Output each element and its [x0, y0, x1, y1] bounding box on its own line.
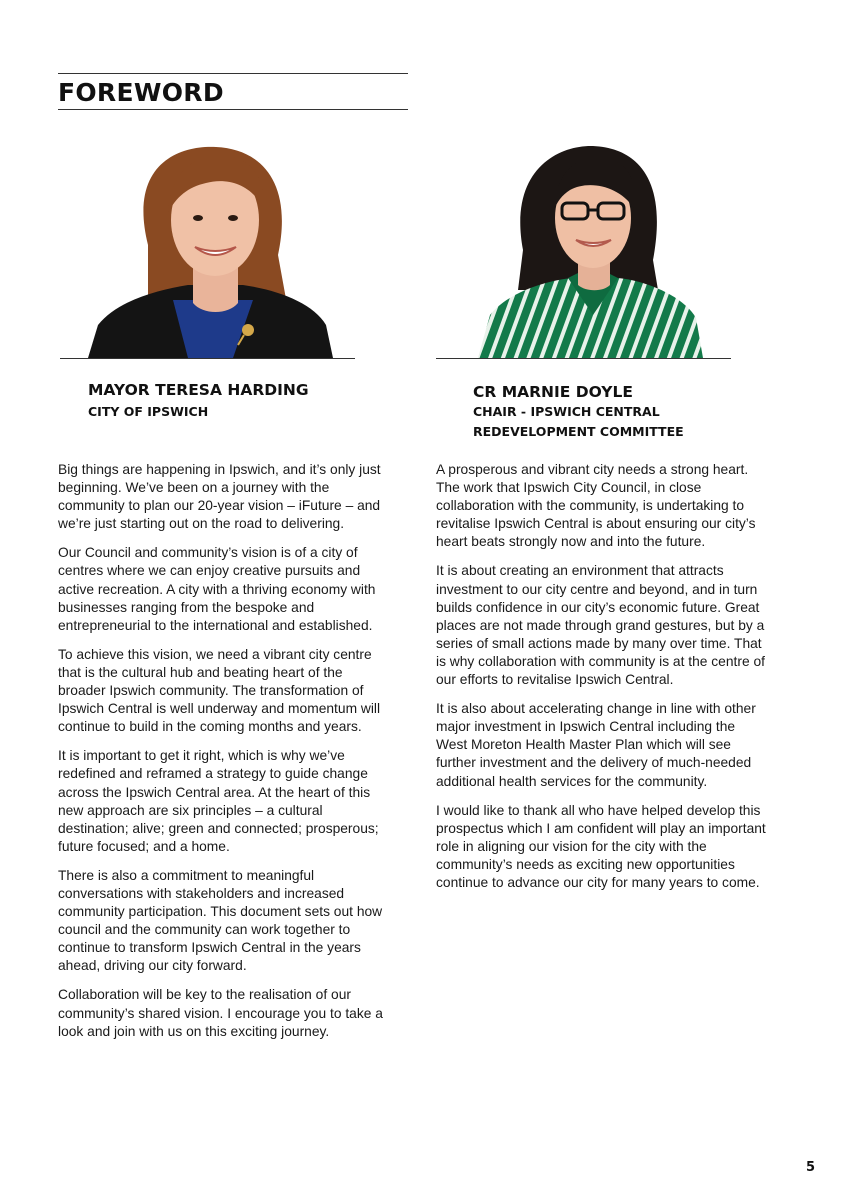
- right-paragraph: It is also about accelerating change in line with other major investment in Ipswich Central including the West Moreton Health Master Plan which will see further investment and the delivery of much-needed additional health services for the community.: [436, 701, 756, 789]
- heading-top-rule: [58, 73, 408, 74]
- left-paragraph: Our Council and community’s vision is of a city of centres where we can enjoy creative pursuits and active recreation. A city with a thriving economy with businesses ranging from the bespoke and entrepreneurial to the international and established.: [58, 545, 376, 633]
- left-person-role: [88, 402, 208, 422]
- left-person-name: MAYOR TERESA HARDING: [88, 381, 309, 399]
- right-paragraph: I would like to thank all who have helped develop this prospectus which I am confident will play an important role in aligning our vision for the city with the community’s needs as exciting new opportunities continue to advance our city for many years to come.: [436, 802, 766, 890]
- left-paragraph: To achieve this vision, we need a vibrant city centre that is the cultural hub and beating heart of the broader Ipswich community. The transformation of Ipswich Central is well underway and momentum will continue to build in the coming months and years.: [58, 646, 381, 735]
- mayor-portrait-image: [88, 125, 338, 358]
- right-role-line: CHAIR - IPSWICH CENTRAL: [473, 404, 660, 419]
- right-photo-rule: [436, 358, 731, 359]
- left-paragraph: Collaboration will be key to the realisation of our community’s shared vision. I encourage you to take a look and join with us on this exciting journey.: [58, 987, 383, 1039]
- left-paragraph: Big things are happening in Ipswich, and it’s only just beginning. We’ve been on a journey with the community to plan our 20-year vision – iFuture – and we’re just starting out on the road to delivering.: [58, 462, 381, 532]
- right-role-line: REDEVELOPMENT COMMITTEE: [473, 424, 684, 439]
- heading-bottom-rule: [58, 109, 408, 110]
- chair-portrait-image: [478, 140, 708, 358]
- left-paragraph: There is also a commitment to meaningful conversations with stakeholders and increased community participation. This document sets out how council and the community can work together to continue to transform Ipswich Central in the years ahead, driving our city forward.: [58, 867, 383, 974]
- page-heading: FOREWORD: [58, 78, 224, 107]
- right-text-column: [436, 461, 768, 903]
- right-person-name: CR MARNIE DOYLE: [473, 383, 633, 401]
- page-number: 5: [805, 1160, 815, 1175]
- left-text-column: [58, 461, 390, 1052]
- left-paragraph: It is important to get it right, which is why we’ve redefined and reframed a strategy to guide change across the Ipswich Central area. At the heart of this new approach are six principles – a cultural destination; alive; green and connected; prosperous; future focused; and a home.: [58, 748, 379, 854]
- right-paragraph: A prosperous and vibrant city needs a strong heart. The work that Ipswich City Council, in close collaboration with the community, is undertaking to revitalise Ipswich Central is about ensuring our city’s heart beats strongly now and into the future.: [436, 462, 756, 550]
- right-person-role: [473, 402, 684, 442]
- left-photo-rule: [60, 358, 355, 359]
- left-role-line: CITY OF IPSWICH: [88, 404, 209, 419]
- right-paragraph: It is about creating an environment that attracts investment to our city centre and beyond, and in turn builds confidence in our city’s economic future. Great places are not made through grand gestures, but by a series of small actions made by many over time. That is why collaboration with community is at the centre of our efforts to revitalise Ipswich Central.: [436, 563, 765, 688]
